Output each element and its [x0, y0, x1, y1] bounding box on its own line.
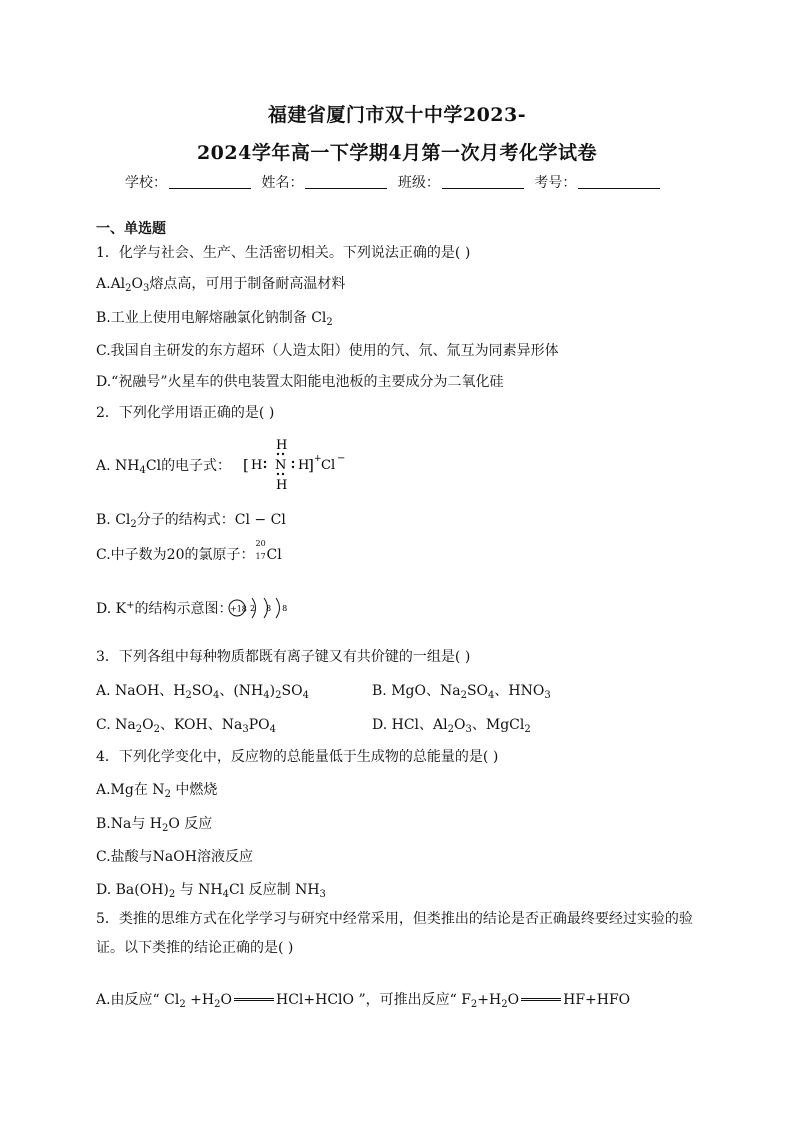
q3-stem: 3．下列各组中每种物质都既有离子键又有共价键的一组是( ): [96, 649, 471, 665]
equals-arrow: [234, 998, 274, 1001]
h-bottom: H: [276, 478, 288, 493]
q1-option-d: D.“祝融号”火星车的供电装置太阳能电池板的主要成分为二氧化硅: [96, 374, 504, 390]
bracket-left: [: [243, 456, 249, 474]
exam-no-label: 考号：: [534, 175, 577, 191]
q2-stem: 2．下列化学用语正确的是( ): [96, 405, 275, 421]
h-top: H: [276, 438, 288, 453]
q1-option-c: C.我国自主研发的东方超环（人造太阳）使用的氕、氘、氚互为同素异形体: [96, 343, 559, 359]
q3-option-c: C. $Na_2O_2$、KOH、$Na_3PO_4$: [96, 717, 276, 735]
exam-title-line2: 2024学年高一下学期4月第一次月考化学试卷: [196, 142, 598, 164]
k-ion-structure-diagram: [226, 596, 302, 620]
q4-option-b: B.Na与 $H_2O$ 反应: [96, 816, 213, 834]
class-label: 班级：: [397, 175, 440, 191]
school-label: 学校：: [125, 175, 167, 191]
h-left: H: [251, 458, 263, 473]
electron-shells: 2 8 8: [250, 604, 292, 613]
n-atom: N: [275, 458, 287, 473]
q3-option-d: D. HCl、$Al_2O_3$、MgCl$_2$: [372, 717, 531, 735]
q5-option-a: A.由反应“ $Cl_2 +H_2O$ HCl+HClO ”，可推出反应“ $F_2+H_2O$ HF+HFO: [96, 992, 631, 1010]
equals-arrow: [521, 998, 561, 1001]
q1-option-a: $A.Al_2O_3$熔点高，可用于制备耐高温材料: [96, 276, 346, 294]
q2-option-c: C.中子数为20的氯原子： 20 17 Cl: [96, 539, 282, 563]
exam-title-line1: 福建省厦门市双十中学2023-: [267, 104, 527, 126]
q1-option-b: B.工业上使用电解熔融氯化钠制备 $Cl_2$: [96, 310, 333, 328]
q2-option-b: B. $Cl_2$分子的结构式：Cl − Cl: [96, 512, 286, 530]
bracket-right: ]: [308, 456, 314, 474]
q2-option-a: A. $NH_4Cl$的电子式：: [96, 458, 232, 476]
nucleus-charge: +18: [230, 604, 247, 614]
student-info-row: [125, 172, 666, 192]
q4-stem: 4．下列化学变化中，反应物的总能量低于生成物的总能量的是( ): [96, 749, 499, 765]
class-blank[interactable]: [442, 174, 524, 189]
h-right: H: [298, 458, 310, 473]
charge-plus: +: [314, 454, 322, 464]
q5-stem: 5．类推的思维方式在化学学习与研究中经常采用，但类推出的结论是否正确最终要经过实验的验证。以下类推的结论正确的是( ): [96, 911, 693, 956]
charge-minus: −: [337, 453, 346, 464]
isotope-notation: 20 17: [255, 539, 266, 561]
name-blank[interactable]: [305, 174, 387, 189]
q4-option-d: D. $Ba(OH)_2$ 与 $NH_4Cl$ 反应制 $NH_3$: [96, 882, 326, 900]
name-label: 姓名：: [261, 175, 304, 191]
school-blank[interactable]: [169, 174, 251, 189]
q2-option-d: D. K+的结构示意图：: [96, 600, 233, 617]
q1-stem: 1．化学与社会、生产、生活密切相关。下列说法正确的是( ): [96, 245, 471, 261]
chloride: Cl: [321, 458, 336, 473]
q3-option-a: A. NaOH、$H_2SO_4$、$(NH_4)_2SO_4$: [96, 683, 309, 701]
nh4cl-electron-dot-formula: [243, 437, 373, 493]
exam-no-blank[interactable]: [578, 174, 660, 189]
section-heading: 一、单选题: [96, 221, 166, 237]
q4-option-c: C.盐酸与NaOH溶液反应: [96, 849, 253, 865]
q3-option-b: B. MgO、$Na_2SO_4$、$HNO_3$: [372, 683, 551, 701]
q4-option-a: A.Mg在 $N_2$ 中燃烧: [96, 782, 218, 800]
